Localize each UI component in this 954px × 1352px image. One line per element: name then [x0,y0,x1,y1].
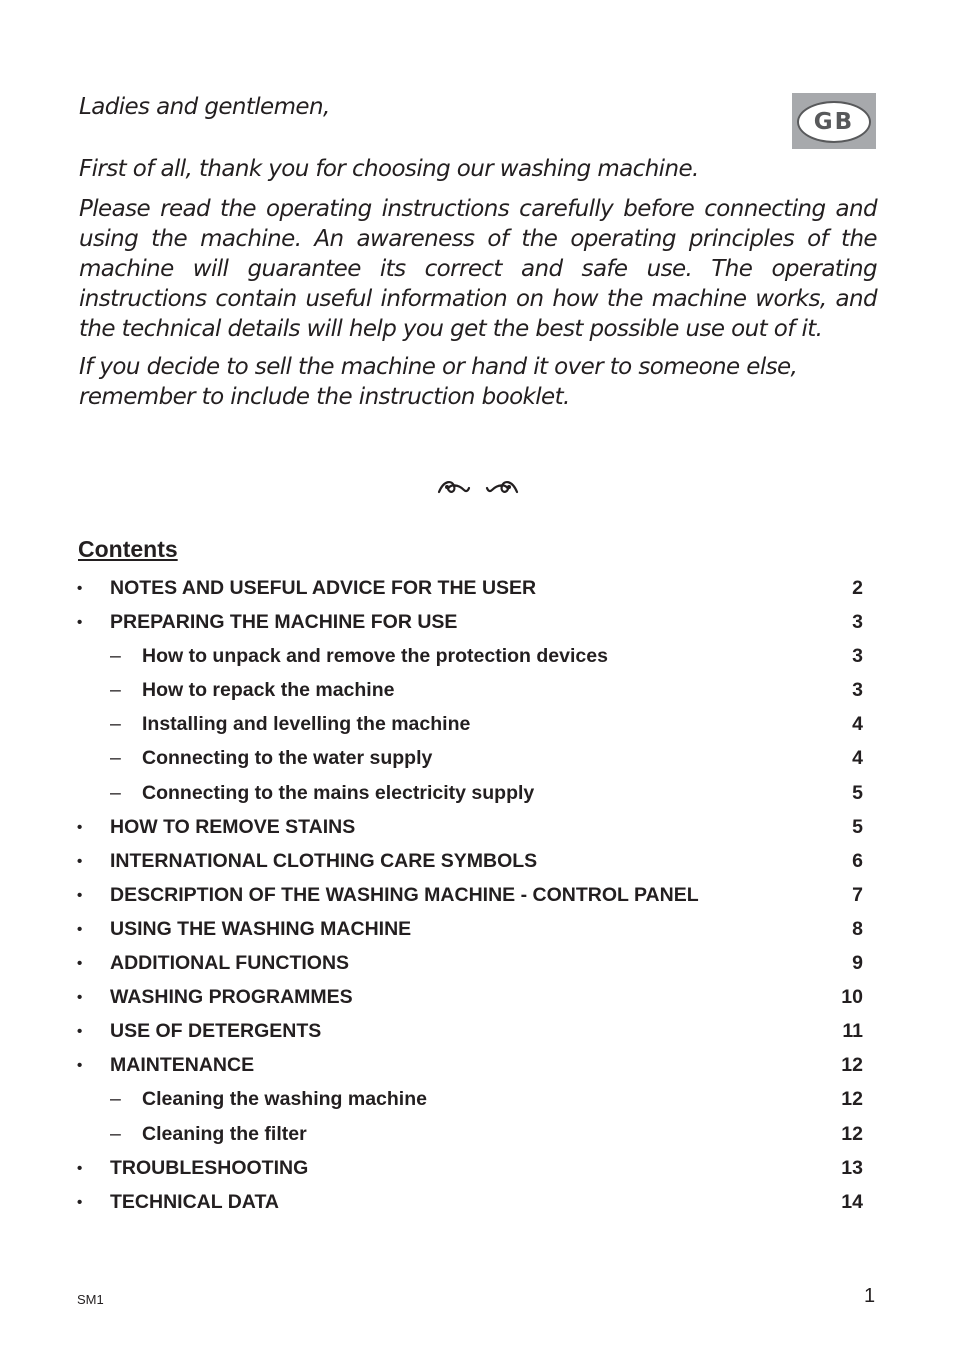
toc-label: NOTES AND USEFUL ADVICE FOR THE USER [110,577,537,599]
toc-page-number: 12 [841,1054,863,1077]
toc-section [0,844,954,878]
bullet-icon: • [77,1057,83,1075]
intro-paragraph-2: If you decide to sell the machine or hand it over to someone else, remember to include the instruction booklet. [79,354,798,410]
toc-section [0,878,954,912]
toc-label: USING THE WASHING MACHINE [110,917,412,940]
language-badge-oval [797,101,871,143]
bullet-icon: • [77,1193,83,1211]
toc-label: HOW TO REMOVE STAINS [110,815,356,838]
toc-label: Connecting to the mains electricity supply [142,781,535,804]
toc-page-number: 2 [852,577,863,599]
toc-label: MAINTENANCE [110,1054,255,1077]
toc-label: Installing and levelling the machine [142,713,471,736]
dash-icon: – [110,781,121,804]
toc-subsection [0,639,954,673]
toc-label: PREPARING THE MACHINE FOR USE [110,611,458,634]
dash-icon: – [110,1088,121,1111]
toc-page-number: 9 [852,952,863,975]
toc-label: WASHING PROGRAMMES [110,986,353,1009]
language-badge [792,93,876,149]
dash-icon: – [110,679,121,702]
toc-label: How to repack the machine [142,679,395,702]
contents-heading: Contents [78,536,178,562]
toc-page-number: 11 [842,1020,863,1043]
toc-section [0,1014,954,1048]
bullet-icon: • [77,1023,83,1041]
toc-label: Cleaning the filter [142,1122,307,1145]
toc-label: USE OF DETERGENTS [110,1020,322,1043]
toc-page-number: 3 [852,611,863,634]
table-of-contents [0,571,954,1219]
toc-subsection [0,673,954,707]
toc-subsection [0,1117,954,1151]
toc-label: TECHNICAL DATA [110,1190,279,1213]
bullet-icon: • [77,818,83,836]
intro-paragraph-1: Please read the operating instructions carefully before connecting and using the machine. An awareness of the operating principles of the machine will guarantee its correct and safe use. The operating instructions contain useful information on how the machine works, and the technical details will help you get the best possible use out of it. [79,196,877,342]
toc-section [0,912,954,946]
page-number: 1 [864,1285,876,1307]
dash-icon: – [110,713,121,736]
toc-label: DESCRIPTION OF THE WASHING MACHINE - CONTROL PANEL [110,883,699,906]
toc-section [0,980,954,1014]
toc-section [0,1048,954,1082]
dash-icon: – [110,747,121,770]
toc-page-number: 13 [841,1156,863,1179]
toc-page-number: 5 [852,781,863,804]
toc-section [0,946,954,980]
toc-page-number: 3 [852,645,863,668]
toc-subsection [0,1082,954,1116]
language-code: GB [813,109,855,135]
toc-label: ADDITIONAL FUNCTIONS [110,952,350,975]
toc-page-number: 10 [841,986,863,1009]
bullet-icon: • [77,989,83,1007]
dash-icon: – [110,1122,121,1145]
toc-page-number: 14 [841,1190,863,1213]
thanks-line: First of all, thank you for choosing our washing machine. [79,156,699,182]
bullet-icon: • [77,852,83,870]
toc-section [0,1185,954,1219]
toc-section [0,1151,954,1185]
fleuron-divider-icon [436,474,520,500]
toc-page-number: 6 [852,849,863,872]
toc-label: Connecting to the water supply [142,747,433,770]
bullet-icon: • [77,614,83,632]
toc-label: Cleaning the washing machine [142,1088,427,1111]
toc-page-number: 8 [852,917,863,940]
toc-subsection [0,741,954,775]
toc-page-number: 3 [852,679,863,702]
toc-section [0,810,954,844]
bullet-icon: • [77,1159,83,1177]
toc-page-number: 12 [841,1122,863,1145]
toc-page-number: 7 [852,883,863,906]
document-code: SM1 [77,1292,104,1307]
toc-subsection [0,707,954,741]
toc-page-number: 12 [841,1088,863,1111]
bullet-icon: • [77,886,83,904]
toc-page-number: 4 [852,747,863,770]
toc-label: How to unpack and remove the protection devices [142,645,608,668]
greeting: Ladies and gentlemen, [79,94,330,120]
toc-section [0,571,954,605]
toc-label: TROUBLESHOOTING [110,1156,309,1179]
bullet-icon: • [77,920,83,938]
toc-page-number: 4 [852,713,863,736]
toc-page-number: 5 [852,815,863,838]
toc-label: INTERNATIONAL CLOTHING CARE SYMBOLS [110,849,538,872]
toc-section [0,605,954,639]
toc-subsection [0,776,954,810]
bullet-icon: • [77,580,83,597]
bullet-icon: • [77,955,83,973]
dash-icon: – [110,645,121,668]
